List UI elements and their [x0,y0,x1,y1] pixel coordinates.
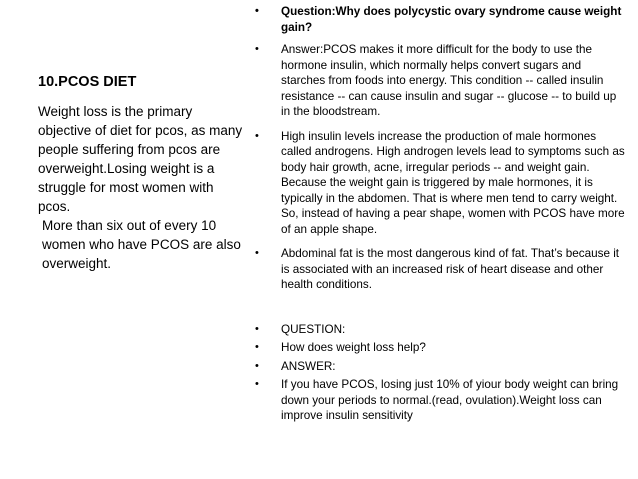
bullet-text: How does weight loss help? [281,341,426,354]
bullet-dot: • [255,247,259,259]
right-column [255,4,627,424]
bullet-dot: • [255,43,259,55]
bullet-dot: • [255,378,259,390]
bullet-text: Question:Why does polycystic ovary syndrome cause weight gain? [281,5,622,34]
bullet-text: QUESTION: [281,322,346,336]
bullet-dot: • [255,341,259,353]
bullet-androgens [255,129,627,238]
bullet-dot: • [255,359,259,372]
bullet-dot: • [255,322,259,335]
bullet-list [255,4,627,424]
bullet-text: If you have PCOS, losing just 10% of yiour body weight can bring down your periods to normal.(read, ovulation).Weight loss can improve insulin sensitivity [281,378,619,422]
bullet-weight-loss-question [255,340,627,356]
bullet-question-weight-gain [255,4,627,35]
bullet-text: Abdominal fat is the most dangerous kind of fat. That’s because it is associated with an increased risk of heart disease and other health conditions. [281,247,620,291]
bullet-dot: • [255,129,259,142]
bullet-weight-loss-answer [255,377,627,424]
intro-paragraph: Weight loss is the primary objective of diet for pcos, as many people suffering from pcos are overweight.Losing weight is a struggle for most women with pcos. [38,104,243,214]
left-column [38,73,243,273]
statistic-paragraph: More than six out of every 10 women who have PCOS are also overweight. [42,218,241,271]
bullet-text: Answer:PCOS makes it more difficult for the body to use the hormone insulin, which normally helps convert sugars and starches from foods into energy. This condition -- called insulin resistance -- can cause insulin and sugar -- glucose -- to build up in the bloodstream. [281,43,617,118]
slide-title: 10.PCOS DIET [38,74,137,90]
bullet-text: ANSWER: [281,359,336,373]
bullet-dot: • [255,5,259,17]
bullet-answer-insulin [255,42,627,120]
bullet-answer-label [255,359,627,375]
bullet-question-label [255,322,627,338]
bullet-text: High insulin levels increase the production of male hormones called androgens. High androgen levels lead to symptoms such as body hair growth, acne, irregular periods -- and weight gain. Because the weight gain is triggered by male hormones, it is typically in the abdomen. That is where men tend to carry weight. So, instead of having a pear shape, women with PCOS have more of an apple shape. [281,129,625,236]
bullet-abdominal-fat [255,246,627,293]
